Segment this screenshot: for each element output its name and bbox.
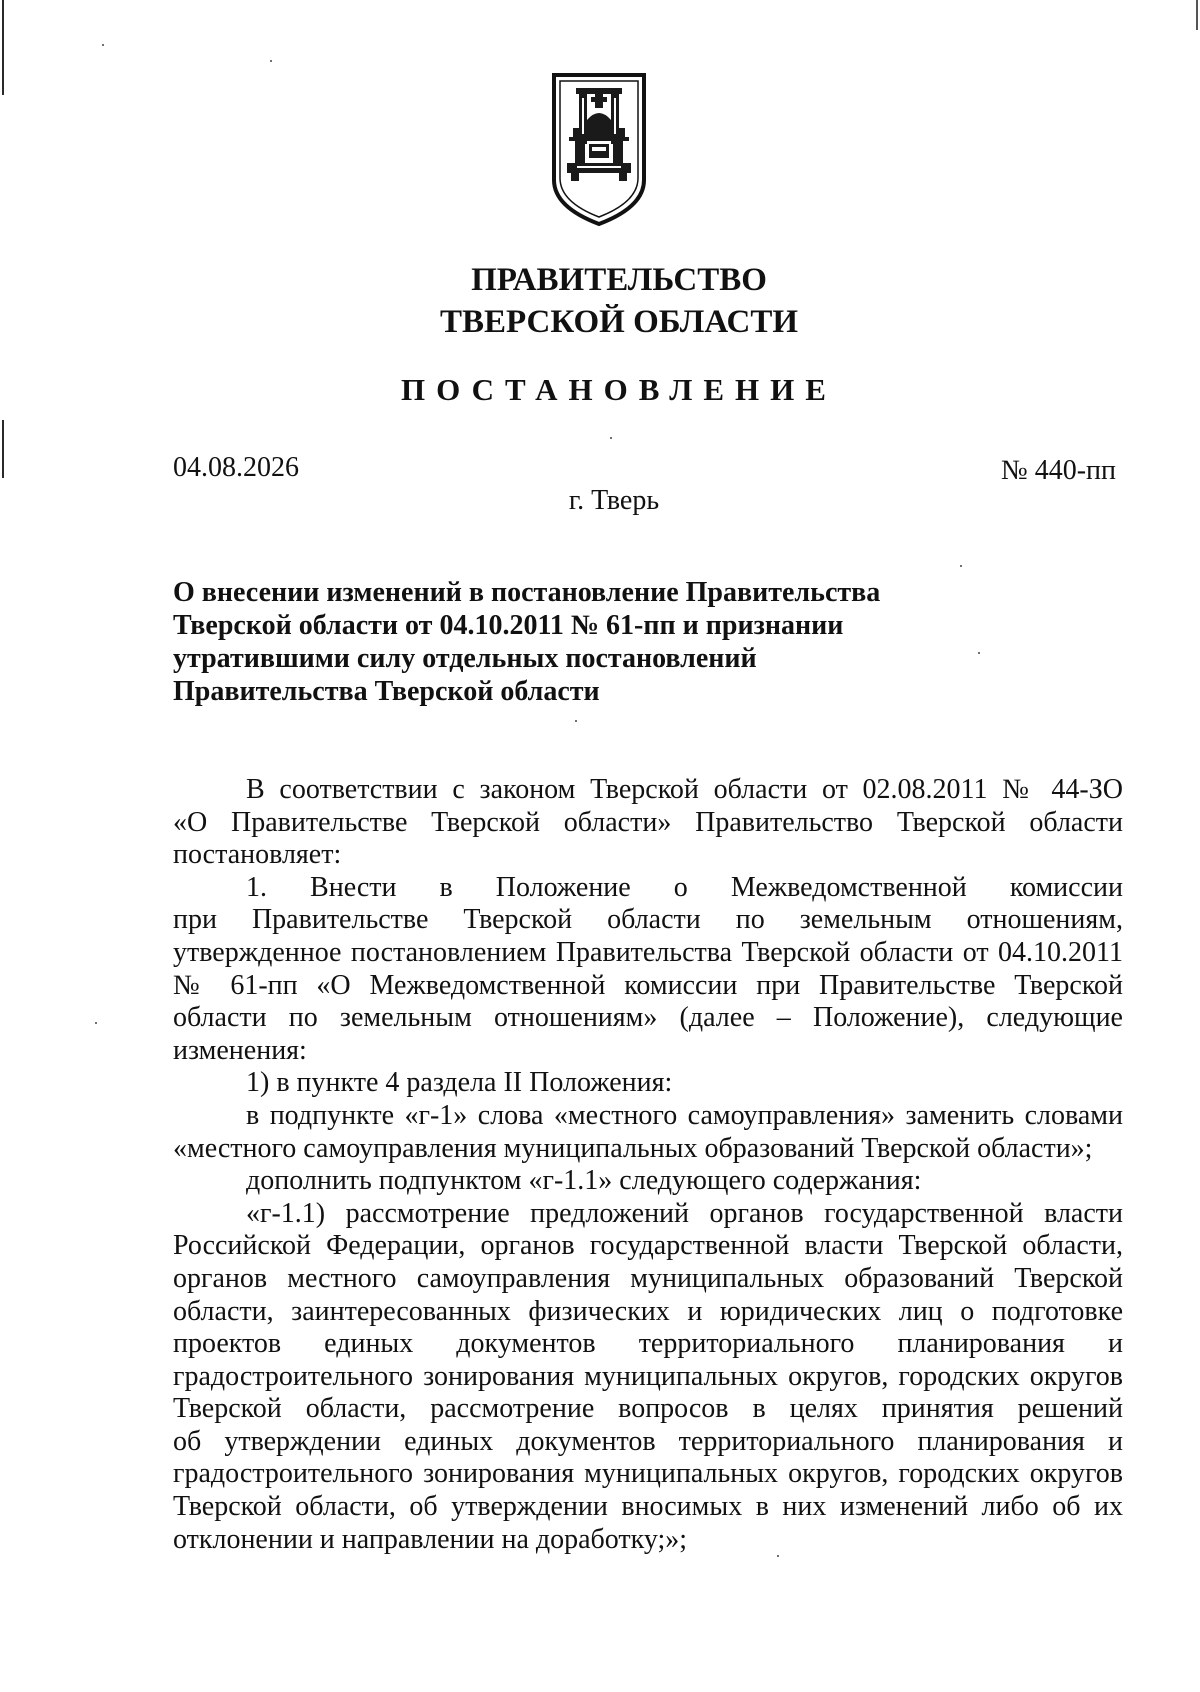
body-line: при Правительстве Тверской области по земельным отношениям, <box>173 904 1123 936</box>
subject-line: Тверской области от 04.10.2011 № 61-пп и признании <box>173 610 844 641</box>
body-line: 1. Внести в Положение о Межведомственной комиссии <box>246 871 1123 903</box>
body-line: в подпункте «г-1» слова «местного самоуправления» заменить словами <box>246 1099 1123 1131</box>
scan-speck <box>270 60 272 62</box>
body-line: «местного самоуправления муниципальных образований Тверской области»; <box>173 1132 1093 1164</box>
body-line: области по земельным отношениям» (далее – Положение), следующие <box>173 1002 1123 1034</box>
scan-speck <box>960 565 962 567</box>
subject-line: утратившими силу отдельных постановлений <box>173 643 757 674</box>
document-number: № 440-пп <box>1000 455 1116 486</box>
body-line: органов местного самоуправления муниципальных образований Тверской <box>173 1262 1123 1294</box>
scan-edge-line <box>2 420 4 478</box>
body-line: градостроительного зонирования муниципальных округов, городских округов <box>173 1458 1123 1490</box>
body-line: области, заинтересованных физических и юридических лиц о подготовке <box>173 1295 1123 1327</box>
body-line: отклонении и направлении на доработку;»; <box>173 1523 688 1555</box>
scan-edge-line <box>2 0 4 95</box>
body-line: дополнить подпунктом «г-1.1» следующего содержания: <box>246 1165 922 1197</box>
document-subject <box>173 576 933 708</box>
scan-speck <box>978 652 980 654</box>
scan-speck <box>610 437 612 439</box>
body-line: проектов единых документов территориального планирования и <box>173 1328 1123 1360</box>
scan-speck <box>95 1022 97 1024</box>
body-line: Тверской области, рассмотрение вопросов в целях принятия решений <box>173 1393 1123 1425</box>
document-city: г. Тверь <box>568 485 660 516</box>
body-line: В соответствии с законом Тверской области от 02.08.2011 № 44-ЗО <box>246 774 1123 805</box>
body-line: изменения: <box>173 1034 307 1066</box>
body-line: «г-1.1) рассмотрение предложений органов государственной власти <box>246 1197 1123 1229</box>
government-title-line: ТВЕРСКОЙ ОБЛАСТИ <box>439 304 799 340</box>
scan-edge-line <box>1196 0 1198 30</box>
body-line: «О Правительстве Тверской области» Правительство Тверской области <box>173 806 1123 838</box>
document-date: 04.08.2026 <box>173 452 299 483</box>
body-line: об утверждении единых документов территориального планирования и <box>173 1425 1123 1457</box>
body-line: 1) в пункте 4 раздела II Положения: <box>246 1067 673 1099</box>
body-line: Российской Федерации, органов государственной власти Тверской области, <box>173 1230 1123 1262</box>
body-line: утвержденное постановлением Правительства Тверской области от 04.10.2011 <box>173 936 1123 968</box>
body-line: Тверской области, об утверждении вносимых в них изменений либо об их <box>173 1491 1123 1523</box>
scan-speck <box>102 44 104 46</box>
subject-line: О внесении изменений в постановление Правительства <box>173 577 881 608</box>
tver-oblast-coat-of-arms-icon <box>551 72 647 228</box>
government-title <box>0 259 1200 343</box>
government-title-line: ПРАВИТЕЛЬСТВО <box>471 262 767 298</box>
body-line: постановляет: <box>173 839 342 871</box>
document-body <box>173 774 1123 1556</box>
body-line: градостроительного зонирования муниципальных округов, городских округов <box>173 1360 1123 1392</box>
document-type: ПОСТАНОВЛЕНИЕ <box>401 372 837 407</box>
body-line: № 61-пп «О Межведомственной комиссии при Правительстве Тверской <box>173 969 1123 1001</box>
subject-line: Правительства Тверской области <box>173 676 600 707</box>
scan-speck <box>575 720 577 722</box>
